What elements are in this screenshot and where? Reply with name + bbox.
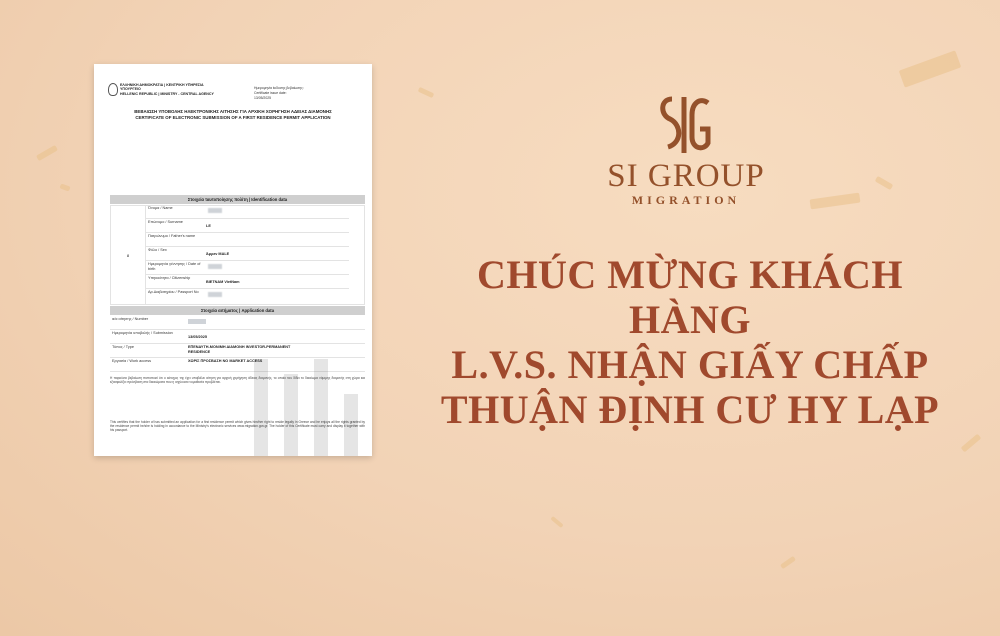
redacted-field	[188, 319, 206, 324]
document-header-left: ΕΛΛΗΝΙΚΗ ΔΗΜΟΚΡΑΤΙΑ | ΚΕΝΤΡΙΚΗ ΥΠΗΡΕΣΙΑ ΥΠΟΥΡΓΕΙΟ HELLENIC REPUBLIC | MINISTRY - CENTRAL AGENCY	[120, 83, 214, 96]
id-row-date-of-birth: Ημερομηνία γέννησης / Date of birth	[146, 261, 349, 275]
document-paragraph-english: This certifies that the holder of has submitted an application for a first residence permit which gives him/her right to reside legally in Greece and he enjoys all the rights granted by the residence permit he/she is holding in accordance to the Ministry's electronic services www.migration.gov.gr. The holder of this Certificate must carry and display it together with his passport.	[110, 420, 365, 433]
id-row-citizenship: Υπηκοότητα / Citizenship ΒΙΕΤΝΑΜ VietNam	[146, 275, 349, 289]
redacted-field	[208, 264, 222, 269]
identification-section-header: Στοιχεία ταυτοποίησης πολίτη | Identification data	[110, 195, 365, 204]
sig-logo-icon	[656, 93, 712, 157]
app-row-number: α/α αίτησης / Number	[110, 316, 365, 330]
document-header-right: Ημερομηνία έκδοσης βεβαίωσης: Certificate issue date: 13/05/2025	[254, 86, 304, 100]
headline-line-2: L.V.S. NHẬN GIẤY CHẤP	[451, 342, 929, 387]
id-row-father-name: Πατρώνυμο / Father's name	[146, 233, 349, 247]
id-row-surname: Επώνυμο / Surname LE	[146, 219, 349, 233]
sig-watermark-icon	[244, 354, 372, 456]
id-row-passport: Αρ.Διαβατηρίου / Passport No	[146, 289, 349, 305]
id-row-sex: Φύλο / Sex Άρρεν MALE	[146, 247, 349, 261]
redacted-field	[208, 292, 222, 297]
brand-name: SI GROUP	[607, 158, 765, 194]
brand-subtitle: MIGRATION	[631, 193, 741, 207]
headline-line-3: THUẬN ĐỊNH CƯ HY LẠP	[440, 387, 940, 432]
app-row-type: Τύπος / Type ΕΠΕΝΔΥΤΗ-ΜΟΝΙΜΗ ΔΙΑΜΟΝΗ INVESTOR-PERMANENT RESIDENCE	[110, 344, 365, 358]
headline-line-1: CHÚC MỪNG KHÁCH HÀNG	[477, 252, 903, 342]
greek-emblem-icon	[108, 83, 118, 96]
document-paragraph-greek: Η παρούσα βεβαίωση πιστοποιεί ότι ο κάτοχος της έχει υποβάλει αίτηση για αρχική χορήγηση άδειας διαμονής, το οποίο του δίδει το δικαίωμα νόμιμης διαμονής στη χώρα και εξασφαλίζει πρόσβαση στα δικαιώματα που η ισχύουσα νομοθεσία προβλέπει.	[110, 376, 365, 385]
document-title: ΒΕΒΑΙΩΣΗ ΥΠΟΒΟΛΗΣ ΗΛΕΚΤΡΟΝΙΚΗΣ ΑΙΤΗΣΗΣ ΓΙΑ ΑΡΧΙΚΗ ΧΟΡΗΓΗΣΗ ΑΔΕΙΑΣ ΔΙΑΜΟΝΗΣ CERTIFICATE OF ELECTRONIC SUBMISSION OF A FIRST RESIDENCE PERMIT APPLICATION	[134, 109, 332, 120]
redacted-field	[208, 208, 222, 213]
congratulation-headline	[430, 252, 950, 432]
id-row-name: Όνομα / Name	[146, 205, 349, 219]
identification-index: 8	[110, 205, 146, 305]
application-section-header: Στοιχεία αιτήματος | Application data	[110, 306, 365, 315]
certificate-document	[94, 64, 372, 456]
app-row-submission: Ημερομηνία υποβολής / Submission 13/05/2025	[110, 330, 365, 344]
app-row-work-access: Εργασία / Work access ΧΩΡΙΣ ΠΡΟΣΒΑΣΗ NO MARKET ACCESS	[110, 358, 365, 372]
